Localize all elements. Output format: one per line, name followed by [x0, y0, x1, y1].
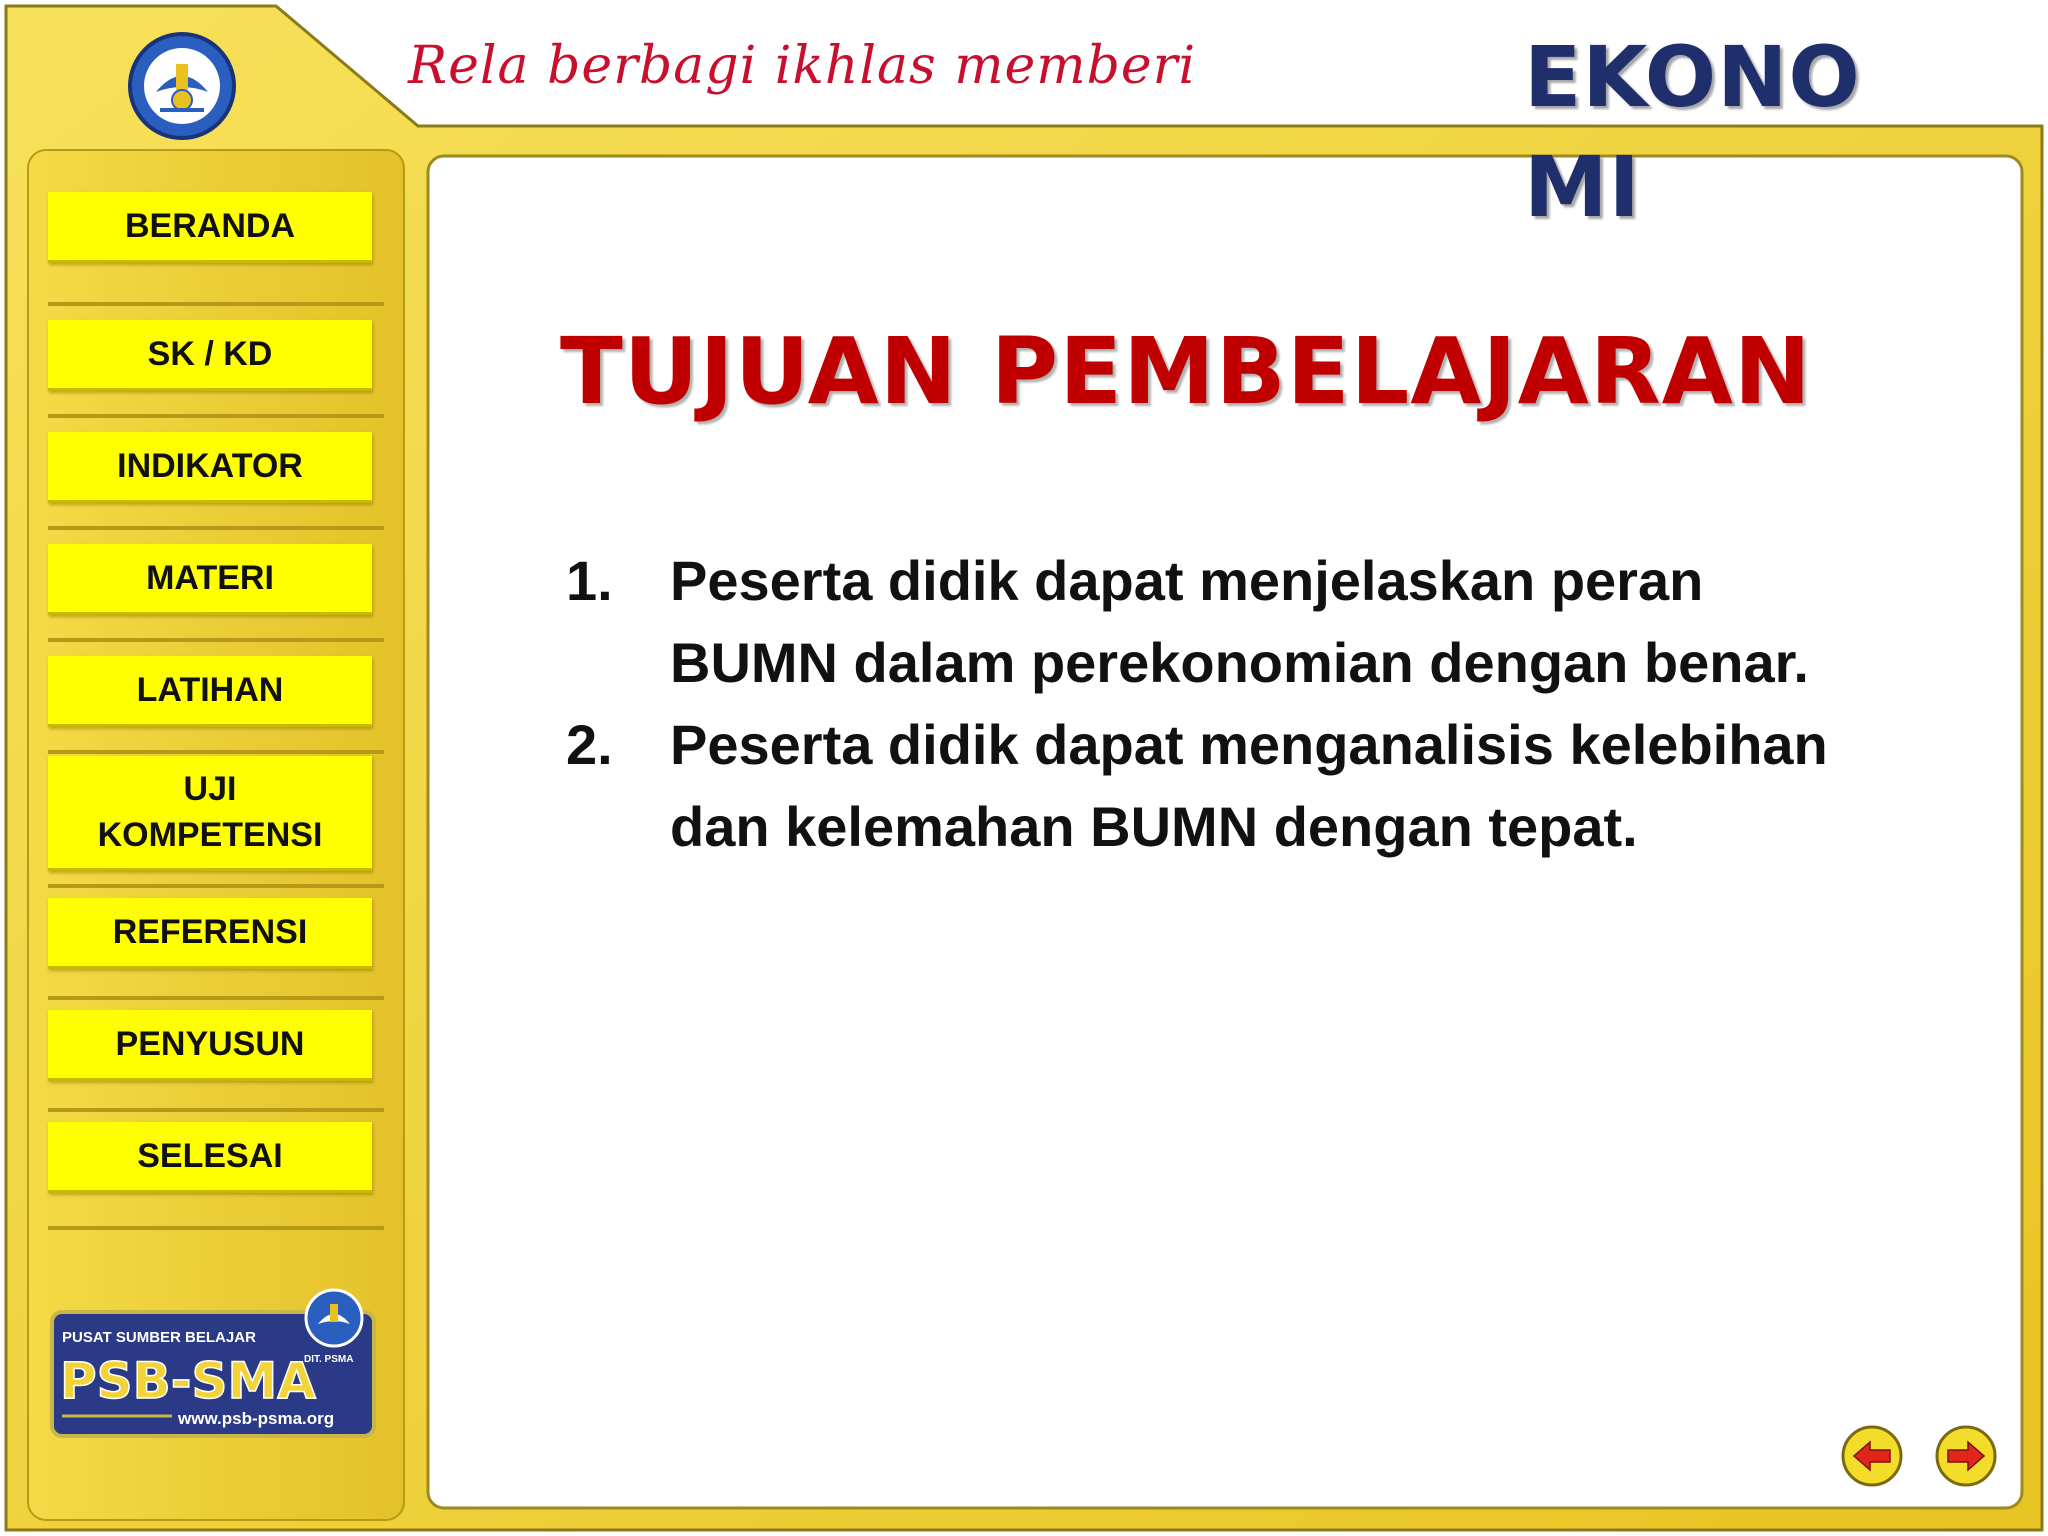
sidebar-item-label: MATERI — [146, 559, 274, 597]
badge-sub: DIT. PSMA — [304, 1354, 354, 1365]
sidebar-item-label: LATIHAN — [136, 671, 284, 709]
sidebar-item-materi[interactable] — [48, 544, 372, 615]
subject-title: EKONOMI — [1524, 28, 1861, 236]
objective-number: 1. — [566, 549, 613, 612]
sidebar-item-label-line2: KOMPETENSI — [97, 816, 323, 854]
prev-button[interactable] — [1840, 1424, 1904, 1488]
sidebar-item-sk-kd[interactable] — [48, 320, 372, 391]
sidebar-item-selesai[interactable] — [48, 1122, 372, 1193]
list-item — [566, 540, 1866, 704]
sidebar-item-latihan[interactable] — [48, 656, 372, 727]
badge-name: PSB-SMA — [60, 1352, 316, 1410]
sidebar-item-label-line1: UJI — [183, 770, 237, 808]
psb-sma-logo — [48, 1282, 378, 1442]
sidebar-item-label: REFERENSI — [112, 913, 308, 951]
objective-text: Peserta didik dapat menjelaskan peran BUMN dalam perekonomian dengan benar. — [670, 549, 1809, 694]
sidebar-item-beranda[interactable] — [48, 192, 372, 263]
sidebar-item-uji-kompetensi[interactable] — [48, 756, 372, 871]
next-button[interactable] — [1934, 1424, 1998, 1488]
sidebar-item-label: INDIKATOR — [117, 447, 303, 485]
sidebar-item-penyusun[interactable] — [48, 1010, 372, 1081]
sidebar-item-indikator[interactable] — [48, 432, 372, 503]
objective-number: 2. — [566, 713, 613, 776]
sidebar-item-label: SK / KD — [147, 335, 273, 373]
objective-list — [566, 540, 1866, 868]
emblem-logo-icon — [126, 30, 238, 142]
sidebar-item-label: SELESAI — [137, 1137, 283, 1175]
tagline: Rela berbagi ikhlas memberi — [408, 36, 1197, 96]
sidebar-item-label: PENYUSUN — [115, 1025, 305, 1063]
sidebar-item-referensi[interactable] — [48, 898, 372, 969]
sidebar-item-label: BERANDA — [125, 207, 295, 245]
objective-text: Peserta didik dapat menganalisis kelebihan dan kelemahan BUMN dengan tepat. — [670, 713, 1828, 858]
list-item — [566, 704, 1866, 868]
badge-top-text: PUSAT SUMBER BELAJAR — [62, 1329, 256, 1346]
badge-url: www.psb-psma.org — [178, 1409, 335, 1428]
page-title: TUJUAN PEMBELAJARAN — [560, 318, 1812, 425]
